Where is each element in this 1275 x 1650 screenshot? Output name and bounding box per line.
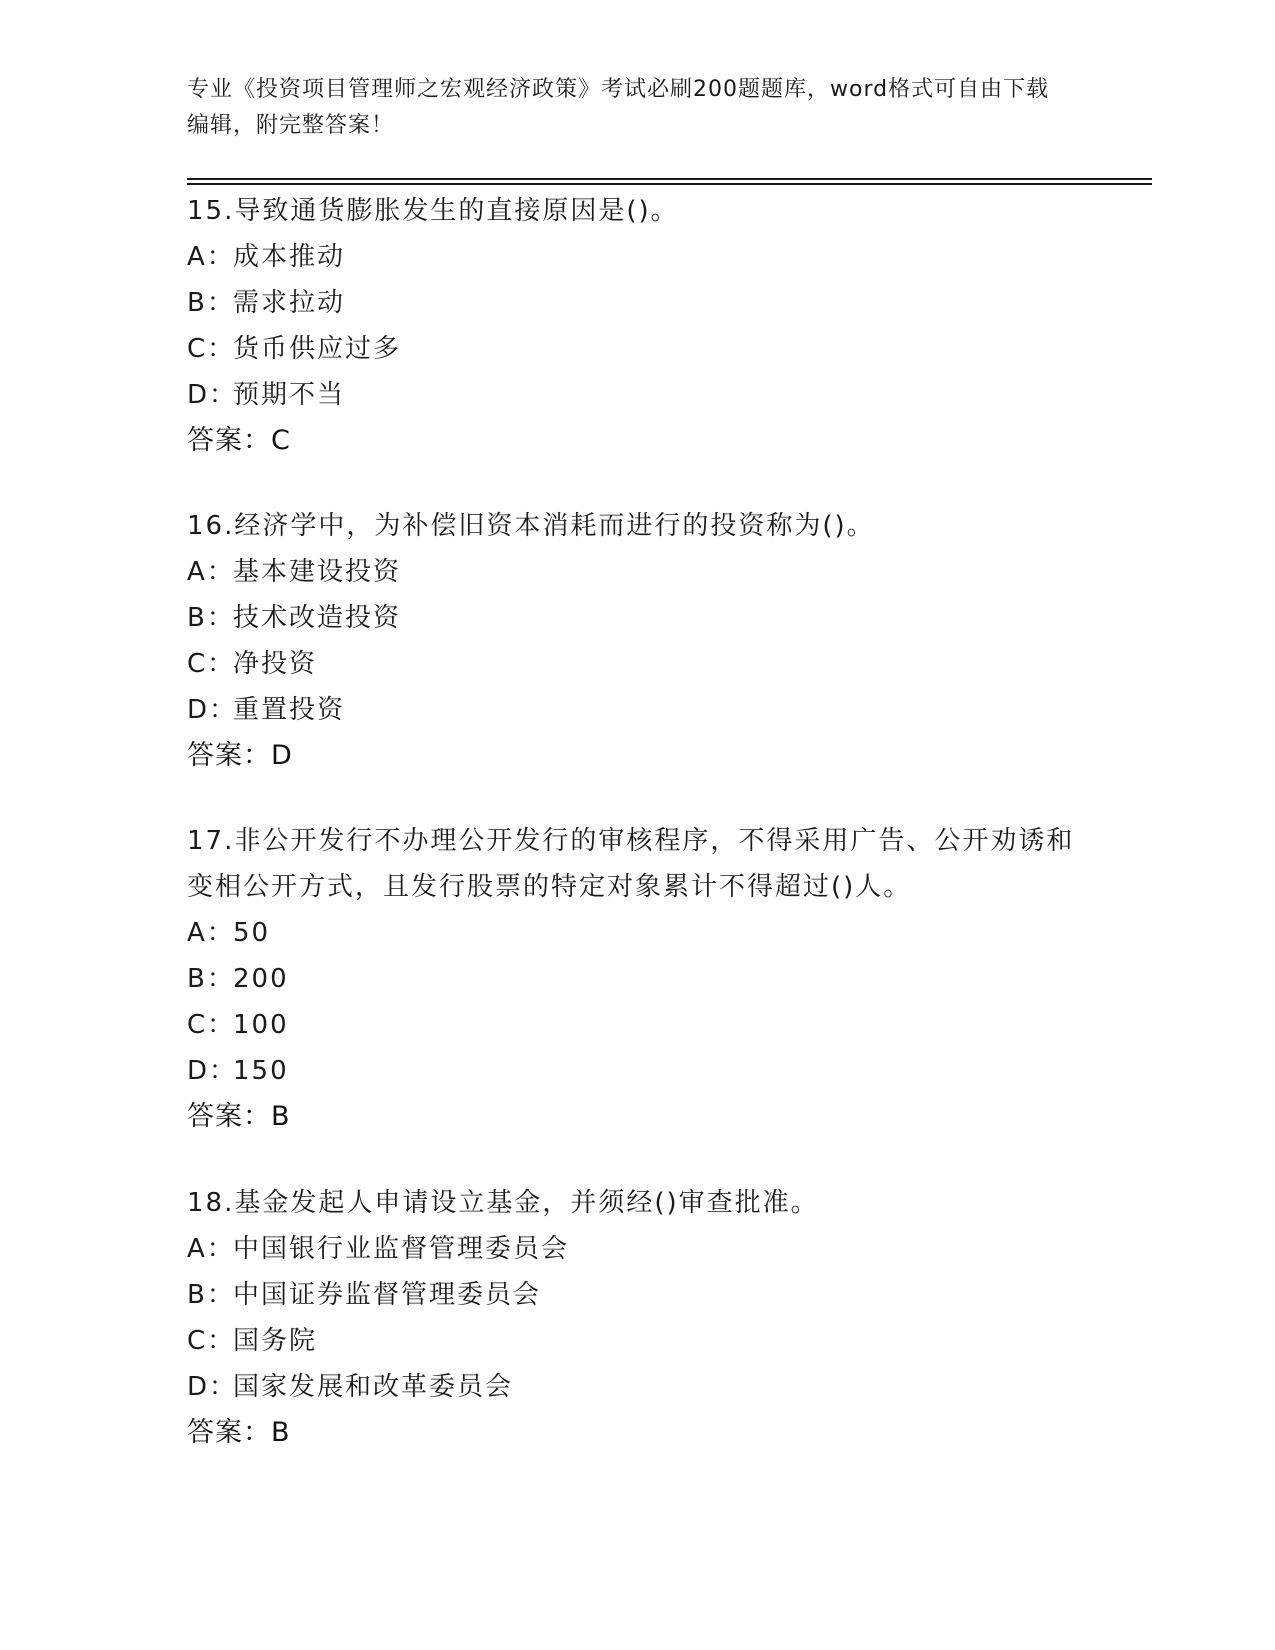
option-text: 中国证券监督管理委员会 xyxy=(233,1280,542,1310)
option-letter: D： xyxy=(187,1056,238,1086)
option-letter: C： xyxy=(187,1010,236,1040)
option-letter: D： xyxy=(187,1372,238,1402)
option-letter: C： xyxy=(187,334,236,364)
option-letter: B： xyxy=(187,1280,235,1310)
option-text: 需求拉动 xyxy=(233,288,346,318)
option-a xyxy=(187,910,1087,956)
option-letter: A： xyxy=(187,918,235,948)
option-text: 中国银行业监督管理委员会 xyxy=(233,1234,570,1264)
option-c xyxy=(187,1318,1087,1364)
option-letter: B： xyxy=(187,603,235,633)
option-text: 200 xyxy=(233,964,289,994)
option-d xyxy=(187,687,1087,733)
option-text: 基本建设投资 xyxy=(233,557,402,587)
header-divider-top xyxy=(187,178,1152,180)
option-b xyxy=(187,280,1087,326)
question-text: 16.经济学中，为补偿旧资本消耗而进行的投资称为()。 xyxy=(187,511,875,541)
option-text: 国家发展和改革委员会 xyxy=(233,1372,514,1402)
option-text: 净投资 xyxy=(233,649,318,679)
option-text: 技术改造投资 xyxy=(233,603,402,633)
question-text: 17.非公开发行不办理公开发行的审核程序，不得采用广告、公开劝诱和变相公开方式，且发行股票的特定对象累计不得超过()人。 xyxy=(187,826,1075,902)
option-text: 国务院 xyxy=(233,1326,318,1356)
question-17 xyxy=(187,818,1087,1140)
option-a xyxy=(187,1226,1087,1272)
option-a xyxy=(187,549,1087,595)
question-text: 15.导致通货膨胀发生的直接原因是()。 xyxy=(187,196,679,226)
option-letter: B： xyxy=(187,288,235,318)
option-text: 预期不当 xyxy=(233,380,346,410)
question-18 xyxy=(187,1180,1087,1456)
answer-text: 答案：C xyxy=(187,425,291,456)
option-c xyxy=(187,641,1087,687)
answer-text: 答案：B xyxy=(187,1101,291,1132)
option-a xyxy=(187,234,1087,280)
option-letter: C： xyxy=(187,649,236,679)
question-16 xyxy=(187,503,1087,779)
option-letter: D： xyxy=(187,380,238,410)
option-letter: A： xyxy=(187,242,235,272)
option-b xyxy=(187,1272,1087,1318)
option-text: 50 xyxy=(233,918,271,948)
header-divider-bottom xyxy=(187,183,1152,185)
option-letter: B： xyxy=(187,964,235,994)
option-text: 货币供应过多 xyxy=(233,334,402,364)
answer-text: 答案：D xyxy=(187,740,293,771)
option-c xyxy=(187,1002,1087,1048)
option-d xyxy=(187,1364,1087,1410)
option-d xyxy=(187,1048,1087,1094)
option-d xyxy=(187,372,1087,418)
option-b xyxy=(187,595,1087,641)
option-letter: A： xyxy=(187,1234,235,1264)
answer-text: 答案：B xyxy=(187,1417,291,1448)
option-text: 成本推动 xyxy=(233,242,346,272)
option-letter: C： xyxy=(187,1326,236,1356)
option-letter: D： xyxy=(187,695,238,725)
option-b xyxy=(187,956,1087,1002)
option-letter: A： xyxy=(187,557,235,587)
option-text: 重置投资 xyxy=(233,695,346,725)
question-text: 18.基金发起人申请设立基金，并须经()审查批准。 xyxy=(187,1188,819,1218)
option-text: 100 xyxy=(233,1010,289,1040)
option-text: 150 xyxy=(233,1056,289,1086)
option-c xyxy=(187,326,1087,372)
document-header: 专业《投资项目管理师之宏观经济政策》考试必刷200题题库，word格式可自由下载编辑，附完整答案！ xyxy=(187,77,1050,138)
question-15 xyxy=(187,188,1087,464)
